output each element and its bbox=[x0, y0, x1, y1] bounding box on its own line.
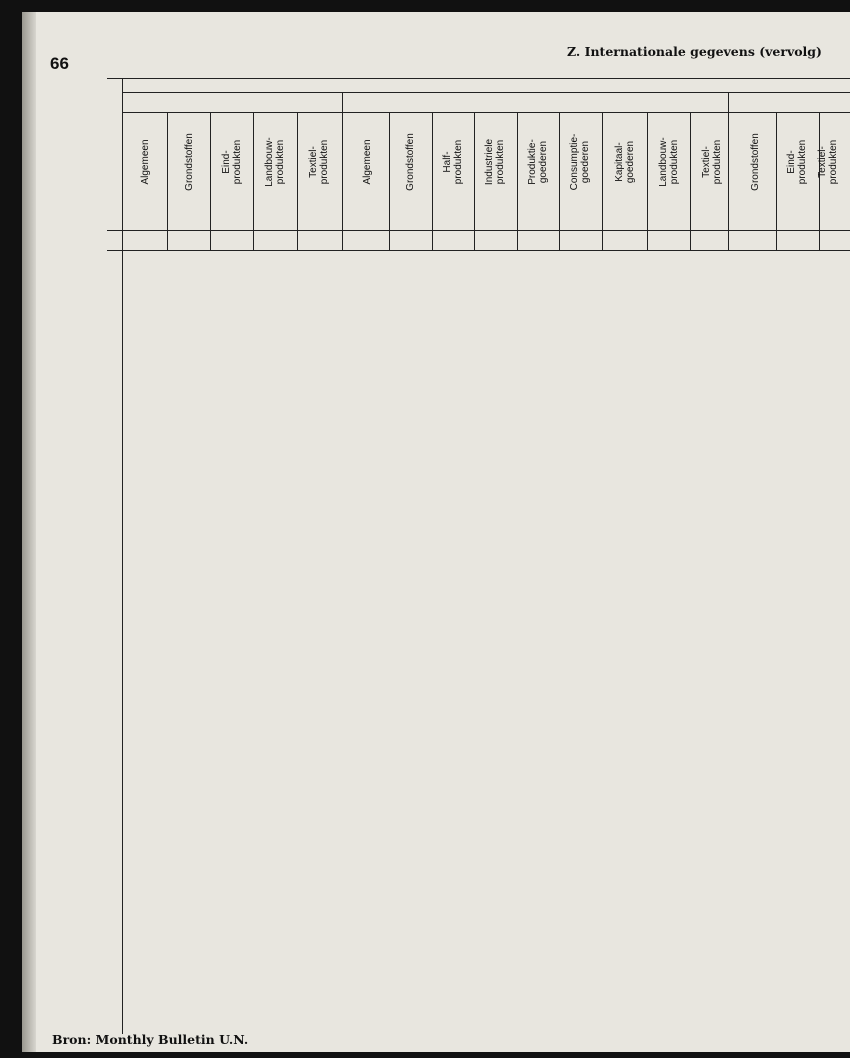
column-header bbox=[355, 114, 379, 210]
page-number: 66 bbox=[50, 54, 69, 73]
column-header-label: Textiel- produkten bbox=[817, 139, 839, 185]
column-header-label: Landbouw- produkten bbox=[264, 137, 286, 187]
column-header bbox=[526, 114, 550, 210]
column-header-label: Algemeen bbox=[361, 139, 373, 185]
rule-stub bbox=[122, 78, 123, 1034]
page-sheet bbox=[22, 12, 850, 1052]
column-header-label: Grondstoffen bbox=[749, 133, 761, 191]
rule-col-sep bbox=[389, 112, 390, 250]
rule-col-sep bbox=[602, 112, 603, 250]
column-header bbox=[785, 114, 809, 210]
rule-group bbox=[122, 112, 850, 113]
rule-col-sep bbox=[167, 112, 168, 250]
column-header bbox=[177, 114, 201, 210]
source-note: Bron: Monthly Bulletin U.N. bbox=[52, 1032, 249, 1047]
column-header bbox=[657, 114, 681, 210]
rule-col-sep bbox=[253, 112, 254, 250]
rule-col-sep bbox=[432, 112, 433, 250]
column-header bbox=[307, 114, 331, 210]
column-header-label: Produktie- goederen bbox=[527, 139, 549, 185]
column-header-label: Kapitaal- goederen bbox=[614, 140, 636, 184]
rule-col-sep bbox=[559, 112, 560, 250]
column-header bbox=[483, 114, 507, 210]
column-header bbox=[263, 114, 287, 210]
column-header bbox=[133, 114, 157, 210]
rule-top bbox=[107, 78, 850, 79]
rule-col-sep bbox=[690, 112, 691, 250]
column-header bbox=[700, 114, 724, 210]
column-header bbox=[568, 114, 592, 210]
rule-colnum bbox=[107, 250, 850, 251]
column-header-label: Half- produkten bbox=[442, 139, 464, 185]
running-title: Z. Internationale gegevens (vervolg) bbox=[567, 44, 822, 59]
column-header bbox=[743, 114, 767, 210]
rule-sep-uk bbox=[728, 92, 729, 250]
column-header-label: Eind- produkten bbox=[786, 139, 808, 185]
rule-sep-a bbox=[342, 112, 343, 250]
column-header-label: Grondstoffen bbox=[404, 133, 416, 191]
rule-band bbox=[122, 92, 850, 93]
rule-col-sep bbox=[210, 112, 211, 250]
rule-col-sep bbox=[647, 112, 648, 250]
column-header bbox=[220, 114, 244, 210]
column-header bbox=[613, 114, 637, 210]
column-header-label: Algemeen bbox=[139, 139, 151, 185]
column-header-label: Landbouw- produkten bbox=[658, 137, 680, 187]
column-header-label: Industriele produkten bbox=[484, 138, 506, 186]
rule-col-sep bbox=[297, 112, 298, 250]
page-binding-shadow bbox=[22, 12, 36, 1052]
rule-col-sep bbox=[474, 112, 475, 250]
column-header-label: Textiel- produkten bbox=[701, 139, 723, 185]
rule-col-sep bbox=[776, 112, 777, 250]
column-header bbox=[816, 114, 840, 210]
rule-col-sep bbox=[517, 112, 518, 250]
rule-base bbox=[107, 230, 850, 231]
column-header-label: Eind- produkten bbox=[221, 139, 243, 185]
column-header bbox=[398, 114, 422, 210]
column-header-label: Grondstoffen bbox=[183, 133, 195, 191]
column-header-label: Textiel- produkten bbox=[308, 139, 330, 185]
column-header bbox=[441, 114, 465, 210]
column-header-label: Consumptie- goederen bbox=[569, 133, 591, 191]
